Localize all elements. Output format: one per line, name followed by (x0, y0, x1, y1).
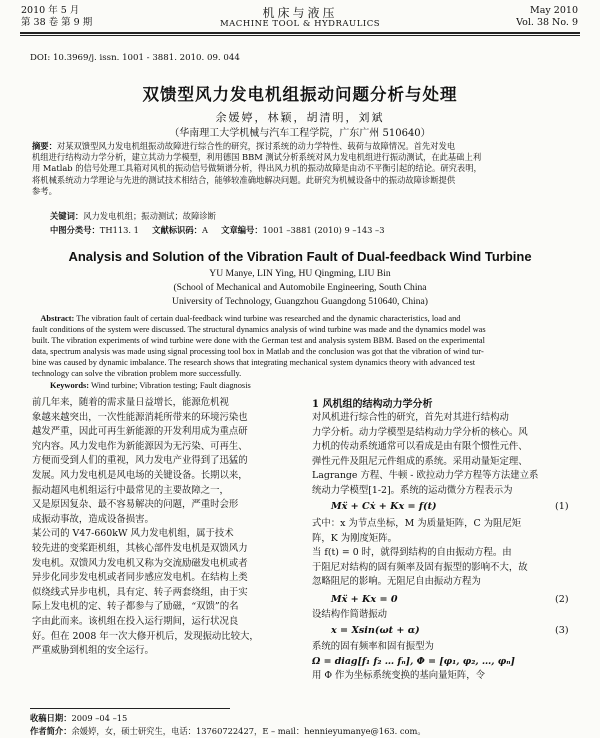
body-line: 阵，K 为刚度矩阵。 (312, 532, 397, 544)
clc-number: TH113. 1 (99, 225, 139, 235)
body-line: 某公司的 V47-660kW 风力发电机组，属于技术 (32, 528, 234, 540)
abstract-cn-label: 摘要： (32, 141, 57, 151)
received-value: 2009 –04 –15 (71, 713, 128, 723)
footnote-rule (30, 708, 230, 709)
body-line: 又是原因复杂、最不容易解决的问题，严重时会形 (32, 499, 239, 511)
body-line: 字由此而来。该机组在投入运行期间，运行状况良 (32, 615, 239, 627)
abstract-cn-line: 将机械系统动力学理论与先进的测试技术相结合，能够较准确地解决问题。此研究为机械设备中的振动故障诊断提供 (32, 174, 456, 185)
affiliation-cn: （华南理工大学机械与汽车工程学院，广东广州 510640） (169, 128, 431, 139)
author-bio-text: 余媛婷，女，硕士研究生，电话：13760722427，E – mail：hennieyumanye@163. com。 (71, 726, 426, 736)
author-bio (30, 725, 426, 737)
issue-month-en: May 2010 (530, 5, 578, 16)
keywords-cn-text: 风力发电机组；振动测试；故障诊断 (83, 211, 216, 221)
body-line: 越发严重，因此可再生新能源的开发利用成为重点研 (32, 426, 248, 438)
equation-1: Mẍ + Cẋ + Kx = f(t) (331, 501, 437, 512)
abstract-en-line: technology can solve the vibration problem more successfully. (32, 369, 242, 379)
abstract-cn-line: 参考。 (32, 185, 57, 196)
body-line: 方便而受到人们的重视，风力发电产业得到了迅猛的 (32, 455, 248, 467)
keywords-cn (50, 211, 570, 222)
article-number: 1001 –3881 (2010) 9 –143 –3 (262, 225, 385, 235)
body-line: 式中：x 为节点坐标，M 为质量矩阵，C 为阻尼矩 (312, 518, 522, 529)
abstract-en-line: The vibration fault of certain dual-feedback wind turbine was researched and the dynamic characteristics, load and (76, 314, 461, 323)
classification-line (50, 225, 570, 236)
body-line: 统动力学模型[1-2]。系统的运动微分方程表示为 (312, 484, 513, 496)
affiliation-en-line2: University of Technology, Guangzhou Guangdong 510640, China) (172, 296, 428, 307)
body-line: 成振动事故，造成设备损害。 (32, 513, 154, 525)
doi: DOI: 10.3969/j. issn. 1001 - 3881. 2010. 09. 044 (30, 53, 240, 63)
body-line: 力学分析。动力学模型是结构动力学分析的核心。风 (312, 426, 528, 438)
modal-matrices: Ω = diag[f₁ f₂ … fₙ], Φ = [φ₁, φ₂, …, φₙ] (312, 655, 515, 667)
body-line: 际上发电机的定、转子都参与了励磁，“双馈”的名 (32, 601, 239, 613)
equation-3: x = Xsin(ωt + α) (331, 625, 420, 636)
body-line: 振动超风电机组运行中最常见的主要故障之一， (32, 484, 229, 496)
authors-cn: 余媛婷，林颖，胡清明，刘斌 (215, 111, 385, 124)
section-1-para-a (312, 411, 574, 499)
abstract-en-line: fault conditions of the system were discussed. The structural dynamics analysis of wind turbine was made and the dynamics model was (32, 325, 486, 335)
paper-title-en: Analysis and Solution of the Vibration Fault of Dual-feedback Wind Turbine (68, 249, 532, 264)
clc-label: 中图分类号： (50, 225, 100, 235)
volume-issue-en: Vol. 38 No. 9 (516, 17, 578, 28)
journal-name-cn: 机床与液压 (262, 6, 338, 20)
body-line: 发电机。双馈风力发电机又称为交流励磁发电机或者 (32, 557, 248, 569)
volume-issue-cn: 第 38 卷 第 9 期 (21, 17, 93, 28)
header-rule-thin (20, 35, 580, 36)
abstract-en-line: bine was caused by dynamic imbalance. The research shows that integrating mechanical system dynamics theory with advanced test (32, 358, 476, 368)
body-line: 对风机进行综合性的研究，首先对其进行结构动 (312, 412, 509, 423)
abstract-en (32, 313, 570, 380)
abstract-en-line: data, spectrum analysis was made using signal processing tool box in Matlab and the conclusion was got that the vibration of wind tur- (32, 347, 484, 357)
received-label: 收稿日期： (30, 713, 72, 723)
header-rule (20, 32, 580, 34)
body-line: 忽略阻尼的影响。无阻尼自由振动方程为 (312, 576, 481, 588)
body-line: 前几年来，随着的需求量日益增长，能源危机视 (32, 397, 229, 408)
keywords-cn-label: 关键词： (50, 211, 84, 221)
section-1-para-c (312, 640, 574, 684)
affiliation-en-line1: (School of Mechanical and Automobile Engineering, South China (173, 282, 427, 293)
body-line: 系统的固有频率和固有振型为 (312, 641, 434, 652)
abstract-cn-line: 机组进行结构动力学分析，建立其动力学模型，利用德国 BBM 测试分析系统对风力发电机组进行振动测试，在此基础上利 (32, 152, 482, 163)
intro-column (32, 396, 294, 659)
equation-2-number: (2) (555, 594, 569, 605)
body-line: 象越来越突出，一次性能源消耗所带来的环境污染也 (32, 411, 248, 423)
keywords-en-text: Wind turbine; Vibration testing; Fault diagnosis (91, 381, 251, 390)
article-number-label: 文章编号： (221, 225, 263, 235)
body-line: 究内容。风力发电作为新能源因为无污染、可再生、 (32, 440, 248, 452)
keywords-en-label: Keywords: (50, 381, 90, 390)
body-line: 较先进的变桨距机组，其核心部件发电机是双馈风力 (32, 542, 248, 554)
abstract-en-line: built. The vibration experiments of wind turbine were done with the German test and analysis system BBM. Based on the experimental (32, 336, 485, 346)
doc-code: A (201, 225, 208, 235)
abstract-cn-line: 用 Matlab 的信号处理工具箱对风机的振动信号做频谱分析，得出风力机的振动故障是由动不平衡引起的结论。研究表明， (32, 163, 482, 174)
body-line: 当 f(t) = 0 时，就得到结构的自由振动方程。由 (312, 547, 512, 559)
equation-3-number: (3) (555, 625, 569, 636)
abstract-cn-line: 对某双馈型风力发电机组振动故障进行综合性的研究，探讨系统的动力学特性、载荷与故障情况。首先对发电 (56, 141, 456, 151)
issue-date: 2010 年 5 月 (21, 5, 80, 16)
body-line: 力机的传动系统通常可以看成是由有限个惯性元件、 (312, 441, 528, 453)
equation-1-number: (1) (555, 501, 569, 512)
section-1-heading: 1 风机组的结构动力学分析 (312, 399, 433, 410)
body-line: 似绕线式异步电机，具有定、转子两套绕组，由于实 (32, 586, 248, 598)
paper-title-cn: 双馈型风力发电机组振动问题分析与处理 (142, 85, 458, 104)
keywords-en (50, 380, 570, 391)
received-date (30, 712, 127, 724)
body-line: 于阻尼对结构的固有频率及固有振型的影响不大，故 (312, 561, 528, 573)
authors-en: YU Manye, LIN Ying, HU Qingming, LIU Bin (209, 268, 391, 279)
doc-code-label: 文献标识码： (152, 225, 202, 235)
body-line: 设结构作简谐振动 (312, 609, 388, 620)
body-line: 弹性元件及阻尼元件组成的系统。采用动量矩定理、 (312, 455, 528, 467)
abstract-cn (32, 141, 568, 197)
abstract-en-label: Abstract: (40, 314, 75, 323)
section-1-para-b (312, 517, 574, 590)
body-line: 异步化同步发电机或者同步感应发电机。在结构上类 (32, 572, 248, 584)
body-line: 发展。风力发电机是风电场的关键设备。长期以来， (32, 469, 248, 481)
author-bio-label: 作者简介： (30, 726, 72, 736)
equation-2: Mẍ + Kx = 0 (331, 594, 398, 605)
body-line: Lagrange 方程、牛顿 - 欧拉动力学方程等方法建立系 (312, 470, 539, 482)
body-line: 用 Φ 作为坐标系统变换的基向量矩阵，令 (312, 670, 486, 682)
journal-name-en: MACHINE TOOL & HYDRAULICS (219, 19, 381, 29)
body-line: 好。但在 2008 年一次大修开机后，发现振动比较大， (32, 630, 259, 642)
harmonic-intro (312, 608, 574, 623)
body-line: 严重威胁到机组的安全运行。 (32, 645, 154, 657)
